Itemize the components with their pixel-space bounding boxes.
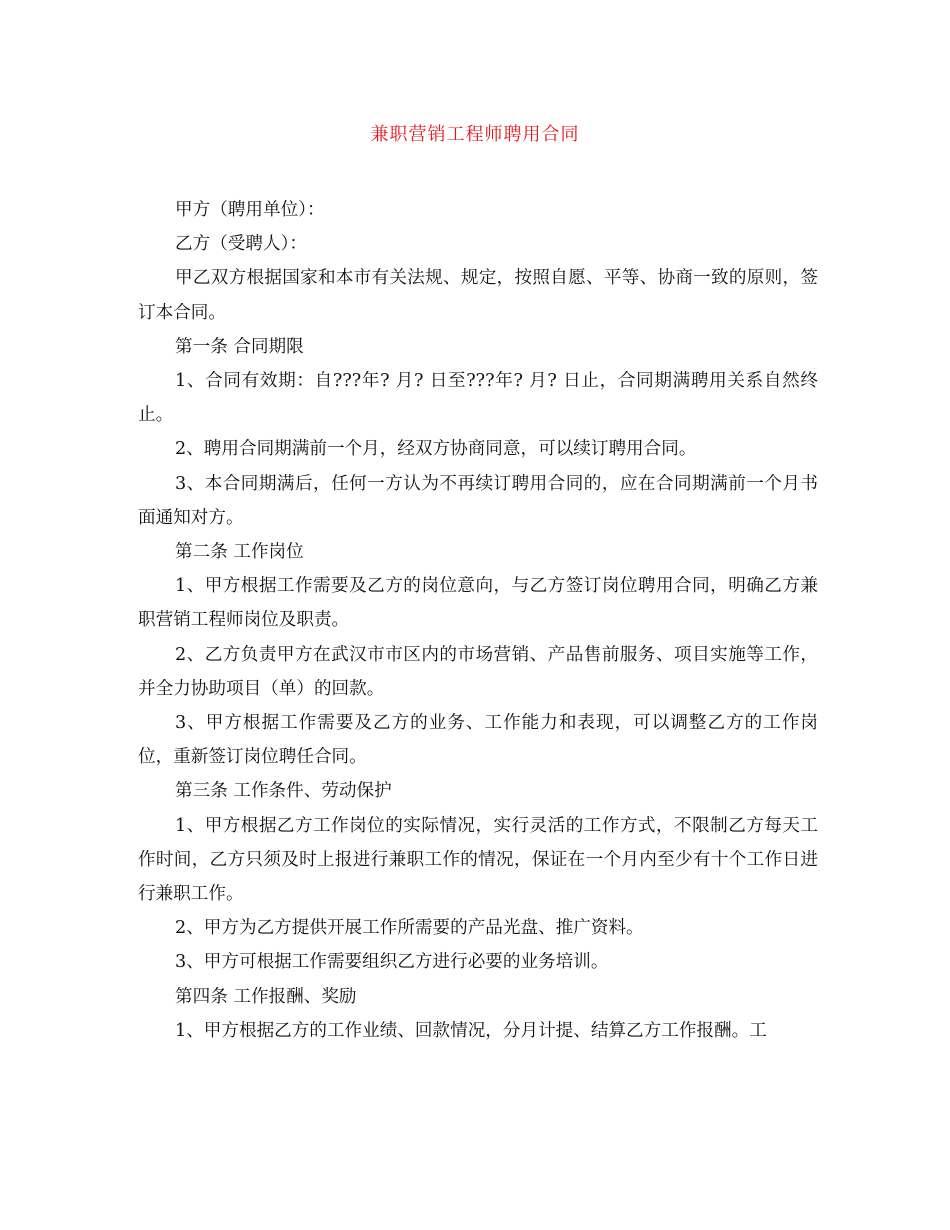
document-body <box>138 193 818 1048</box>
article-3-clause-1: 1、甲方根据乙方工作岗位的实际情况，实行灵活的工作方式，不限制乙方每天工作时间，乙方只须及时上报进行兼职工作的情况，保证在一个月内至少有十个工作日进行兼职工作。 <box>138 815 818 905</box>
article-1-heading: 第一条 合同期限 <box>175 336 304 357</box>
article-3-heading: 第三条 工作条件、劳动保护 <box>175 781 392 802</box>
document-title: 兼职营销工程师聘用合同 <box>370 124 580 145</box>
article-4-clause-1: 1、甲方根据乙方的工作业绩、回款情况，分月计提、结算乙方工作报酬。工 <box>175 1020 767 1041</box>
article-1-clause-2: 2、聘用合同期满前一个月，经双方协商同意，可以续订聘用合同。 <box>175 439 697 460</box>
article-2-clause-2: 2、乙方负责甲方在武汉市市区内的市场营销、产品售前服务、项目实施等工作，并全力协助项目（单）的回款。 <box>138 644 818 699</box>
article-4-heading: 第四条 工作报酬、奖励 <box>175 986 357 1007</box>
article-1-clause-1: 1、合同有效期：自???年? 月? 日至???年? 月? 日止，合同期满聘用关系自然终止。 <box>138 371 818 426</box>
article-3-clause-2: 2、甲方为乙方提供开展工作所需要的产品光盘、推广资料。 <box>175 918 644 939</box>
article-2-clause-3: 3、甲方根据工作需要及乙方的业务、工作能力和表现，可以调整乙方的工作岗位，重新签订岗位聘任合同。 <box>138 713 818 768</box>
article-2-heading: 第二条 工作岗位 <box>175 542 304 563</box>
article-2-clause-1: 1、甲方根据工作需要及乙方的岗位意向，与乙方签订岗位聘用合同，明确乙方兼职营销工程师岗位及职责。 <box>138 576 818 631</box>
party-b-line: 乙方（受聘人）： <box>175 234 307 255</box>
preamble-paragraph: 甲乙双方根据国家和本市有关法规、规定，按照自愿、平等、协商一致的原则，签订本合同。 <box>138 268 818 323</box>
article-3-clause-3: 3、甲方可根据工作需要组织乙方进行必要的业务培训。 <box>175 952 609 973</box>
article-1-clause-3: 3、本合同期满后，任何一方认为不再续订聘用合同的，应在合同期满前一个月书面通知对方。 <box>138 473 818 528</box>
party-a-line: 甲方（聘用单位）： <box>175 200 325 220</box>
